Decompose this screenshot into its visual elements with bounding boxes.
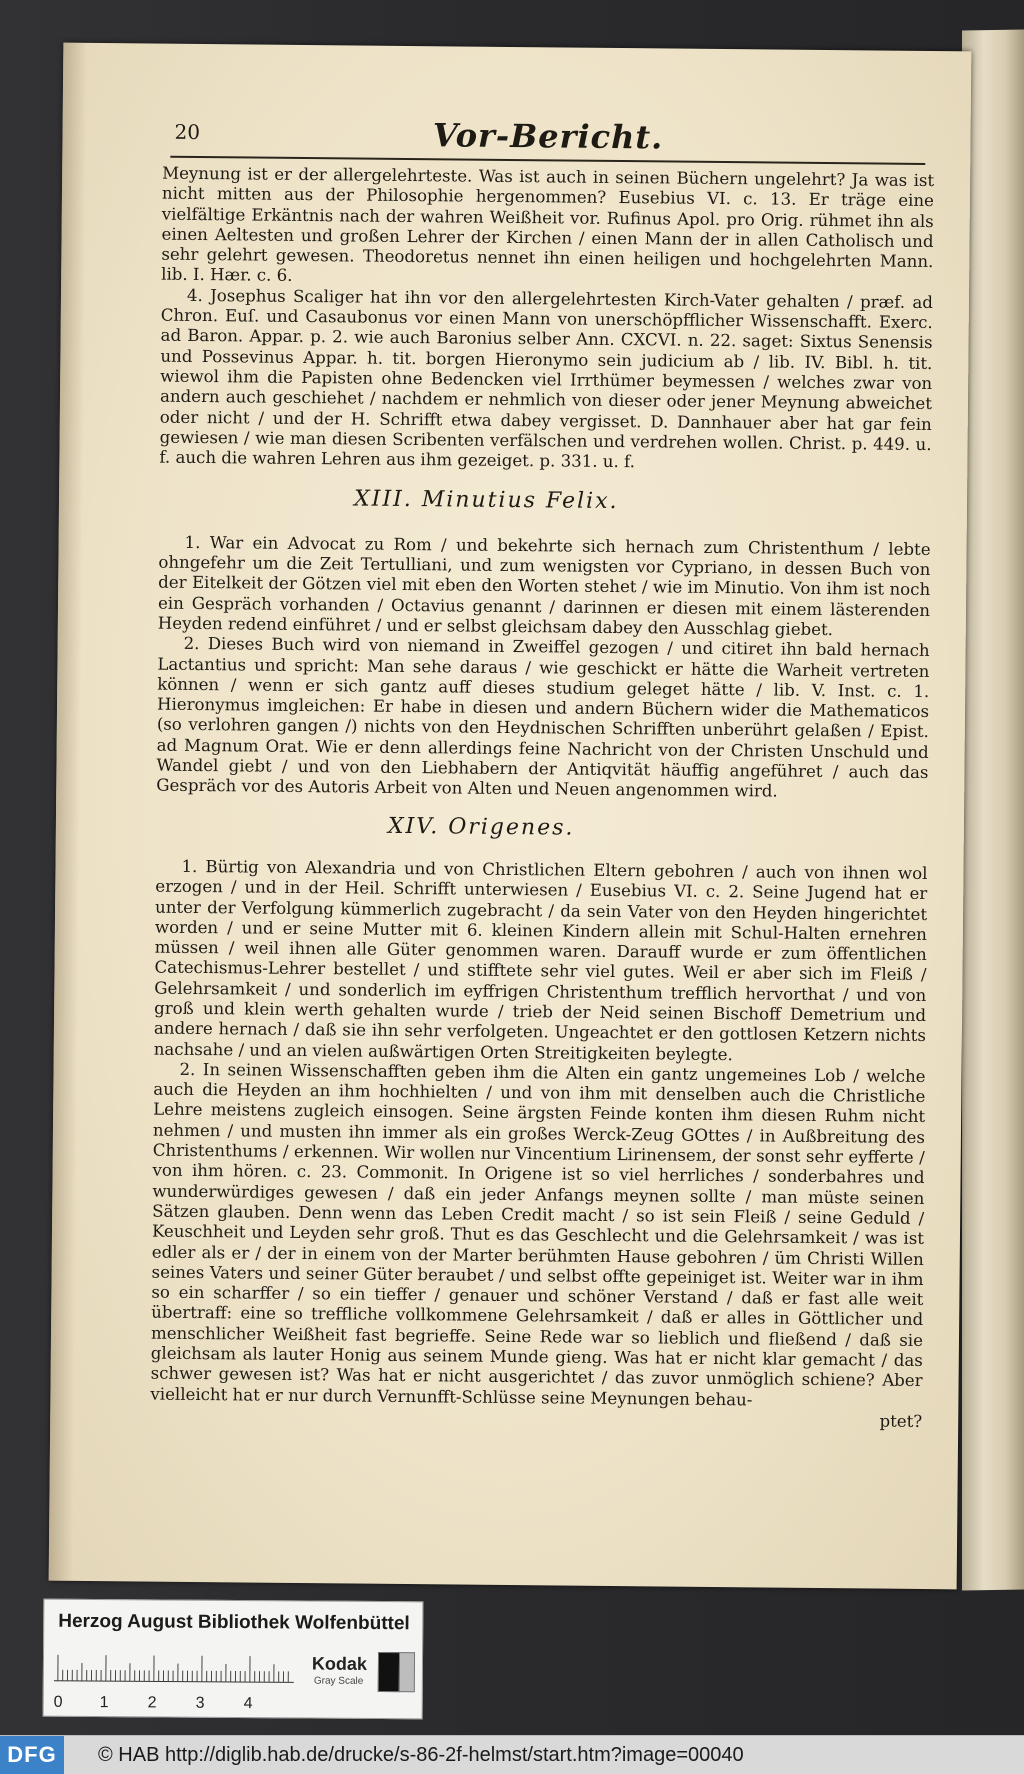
page-body — [150, 164, 934, 1433]
ruler-label: 0 — [54, 1694, 63, 1712]
paragraph: 1. Bürtig von Alexandria und von Christlichen Eltern gebohren / auch von ihnen wol erzogen / und in der Heil. Schrifft unterwiesen / Eusebius VI. c. 2. Seine Jugend hat er unter der Verfolgung kümmerlich zugebracht / da sein Vater von den Heyden hingerichtet worden / und er seine Mutter mit 6. kleinen Kindern allein mit Schul-Halten ernehren müssen / weil ihnen alle Güter genommen waren. Darauff wurde er zum öffentlichen Catechismus-Lehrer bestellet / und stifftete sehr viel gutes. Weil er aber sich im Fleiß / Gelehrsamkeit / und sonderlich im eyffrigen Christenthum trefflich hervorthat / und von groß und klein werth gehalten wurde / trieb der Neid seinen Bischoff Demetrium und andere hernach / daß sie ihn sehr verfolgeten. Ungeachtet er den gottlosen Ketzern nichts nachsahe / und an vielen außwärtigen Orten Streitigkeiten beylegte. — [154, 857, 928, 1067]
section-heading-xiv: XIV. Origenes. — [156, 814, 928, 842]
color-calibration-card — [43, 1599, 424, 1720]
paragraph: 4. Josephus Scaliger hat ihn vor den allergelehrtesten Kirch-Vater gehalten / præf. ad Chron. Euſ. und Casaubonus vor einen Mann von unerschöpfflicher Wissenschafft. Exerc. ad Baron. Appar. p. 2. wie auch Baronius selber Ann. CXCVI. n. 22. saget: Sixtus Senensis und Possevinus Appar. h. tit. borgen Hieronymo sein judicium ab / lib. IV. Bibl. h. tit. wiewol ihm die Papisten ohne Bedencken viel Irrthümer beymessen / welches zwar von andern auch geschiehet / nachdem er nehmlich von dieser oder jener Meynung abweichet oder nicht / und der H. Schrifft etwa dabey vergisset. D. Dannhauer aber hat gar fein gewiesen / wie man diesen Scribenten verfälschen und verdrehen wollen. Christ. p. 449. u. f. auch die wahren Lehren aus ihm gezeiget. p. 331. u. f. — [159, 285, 933, 475]
black-swatch — [378, 1652, 400, 1692]
kodak-label: Kodak — [312, 1654, 367, 1675]
ruler-label: 2 — [148, 1694, 157, 1712]
ruler-label: 1 — [100, 1694, 109, 1712]
ruler-label: 4 — [244, 1695, 253, 1713]
book-page — [49, 43, 972, 1590]
paragraph: 2. Dieses Buch wird von niemand in Zweiffel gezogen / und citiret ihn bald hernach Lactantius und spricht: Man sehe daraus / wie geschickt er hätte die Warheit vertreten können / wenn er sich gantz auff dieses studium geleget hätte / lib. V. Inst. c. 1. Hieronymus imgleichen: Er habe in diesen und andern Büchern wider die Mathematicos (so verlohren gangen /) nichts von den Heydnischen Schrifften unberührt gelaßen / Epist. ad Magnum Orat. Wie er denn allerdings feine Nachricht von der Christen Unschuld und Wandel giebt / und von den Liebhabern der Antiqvität häuffig angeführet / auch das Gespräch vor des Autoris Arbeit von Alten und Neuen angenommen wird. — [156, 634, 930, 804]
catchword: ptet? — [150, 1404, 922, 1432]
gray-scale-label: Gray Scale — [314, 1676, 364, 1687]
ruler-scale — [54, 1648, 294, 1684]
running-title: Vor-Bericht. — [170, 114, 925, 159]
paragraph: Meynung ist er der allergelehrteste. Was ist auch in seinen Büchern ungelehrt? Ja was ist nicht mitten aus der Philosophie hergenommen? Eusebius VI. c. 13. Er träge eine vielfältige Erkäntnis nach der wahren Weißheit vor. Rufinus Apol. pro Orig. rühmet ihn als einen Aeltesten und großen Lehrer der Kirchen / einen Mann der in allen Catholisch und sehr gelehrt gewesen. Theodoretus nennet ihn einen heiligen und hochgelehrten Mann. lib. I. Hær. c. 6. — [161, 164, 934, 293]
paragraph: 2. In seinen Wissenschafften geben ihm die Alten ein gantz ungemeines Lob / welche auch die Heyden an ihm hochhielten / und von ihm mit denselben auch die Christliche Lehre meistens zugleich einsogen. Seine ärgsten Feinde konten ihm diesen Ruhm nicht nehmen / und musten ihn immer als ein großes Werck-Zeug GOttes / in Außbreitung des Christenthums / erkennen. Wir wollen nur Vincentium Lirinensem, der sonst sehr eyfferte / von ihm hören. c. 23. Commonit. In Origene ist so viel herrliches / sonderbahres und wunderwürdiges gewesen / daß ein jeder Anfangs meynen sollte / man müste seinen Sätzen glauben. Denn wenn das Leben Credit macht / so ist sein Fleiß / seine Geduld / Keuschheit und Leyden sehr groß. Thut es das Geschlecht und die Gelehrsamkeit / was ist edler als er / der in einem von der Marter berühmten Hause gebohren / üm Christi Willen seines Vaters und seiner Güter beraubet / und selbst offte gepeiniget ist. Weiter war in ihm so ein scharffer / so ein tieffer / genauer und schöner Verstand / daß er fast alle weit übertraff: eine so treffliche vollkommene Gelehrsamkeit / daß er alles in Göttlicher und menschlicher Weißheit fast begrieffe. Seine Rede war so lieblich und fließend / daß sie gleichsam als lauter Honig aus seinem Munde gieng. Was hat er nicht klar gemacht / das schwer gewesen ist? Was hat er nicht ausgerichtet / das zuvor unmöglich schiene? Aber vielleicht hat er nur durch Vernunfft-Schlüsse seine Meynungen behau- — [150, 1059, 925, 1411]
facing-page-edge — [962, 29, 1024, 1590]
dfg-logo: DFG — [0, 1736, 64, 1774]
page-number: 20 — [174, 120, 200, 144]
section-heading-xiii: XIII. Minutius Felix. — [159, 488, 931, 516]
paragraph: 1. War ein Advocat zu Rom / und bekehrte sich hernach zum Christenthum / lebte ohngefehr um die Zeit Tertulliani, und zum wenigsten vor Cypriano, in dessen Buch von der Eitelkeit der Götzen viel mit eben den Worten stehet / wie im Minutio. Von ihm ist noch ein Gespräch vorhanden / Octavius genannt / darinnen er diesen mit einem lästerenden Heyden redend einführet / und er selbst gleichsam dabey den Ausschlag giebet. — [158, 532, 931, 641]
ruler-label: 3 — [196, 1695, 205, 1713]
viewer-footer — [0, 1735, 1024, 1774]
library-name: Herzog August Bibliothek Wolfenbüttel — [58, 1611, 410, 1635]
page-header — [170, 112, 925, 165]
gray-swatch — [399, 1652, 415, 1692]
copyright-url-text[interactable]: © HAB http://diglib.hab.de/drucke/s-86-2f-helmst/start.htm?image=00040 — [98, 1744, 744, 1767]
